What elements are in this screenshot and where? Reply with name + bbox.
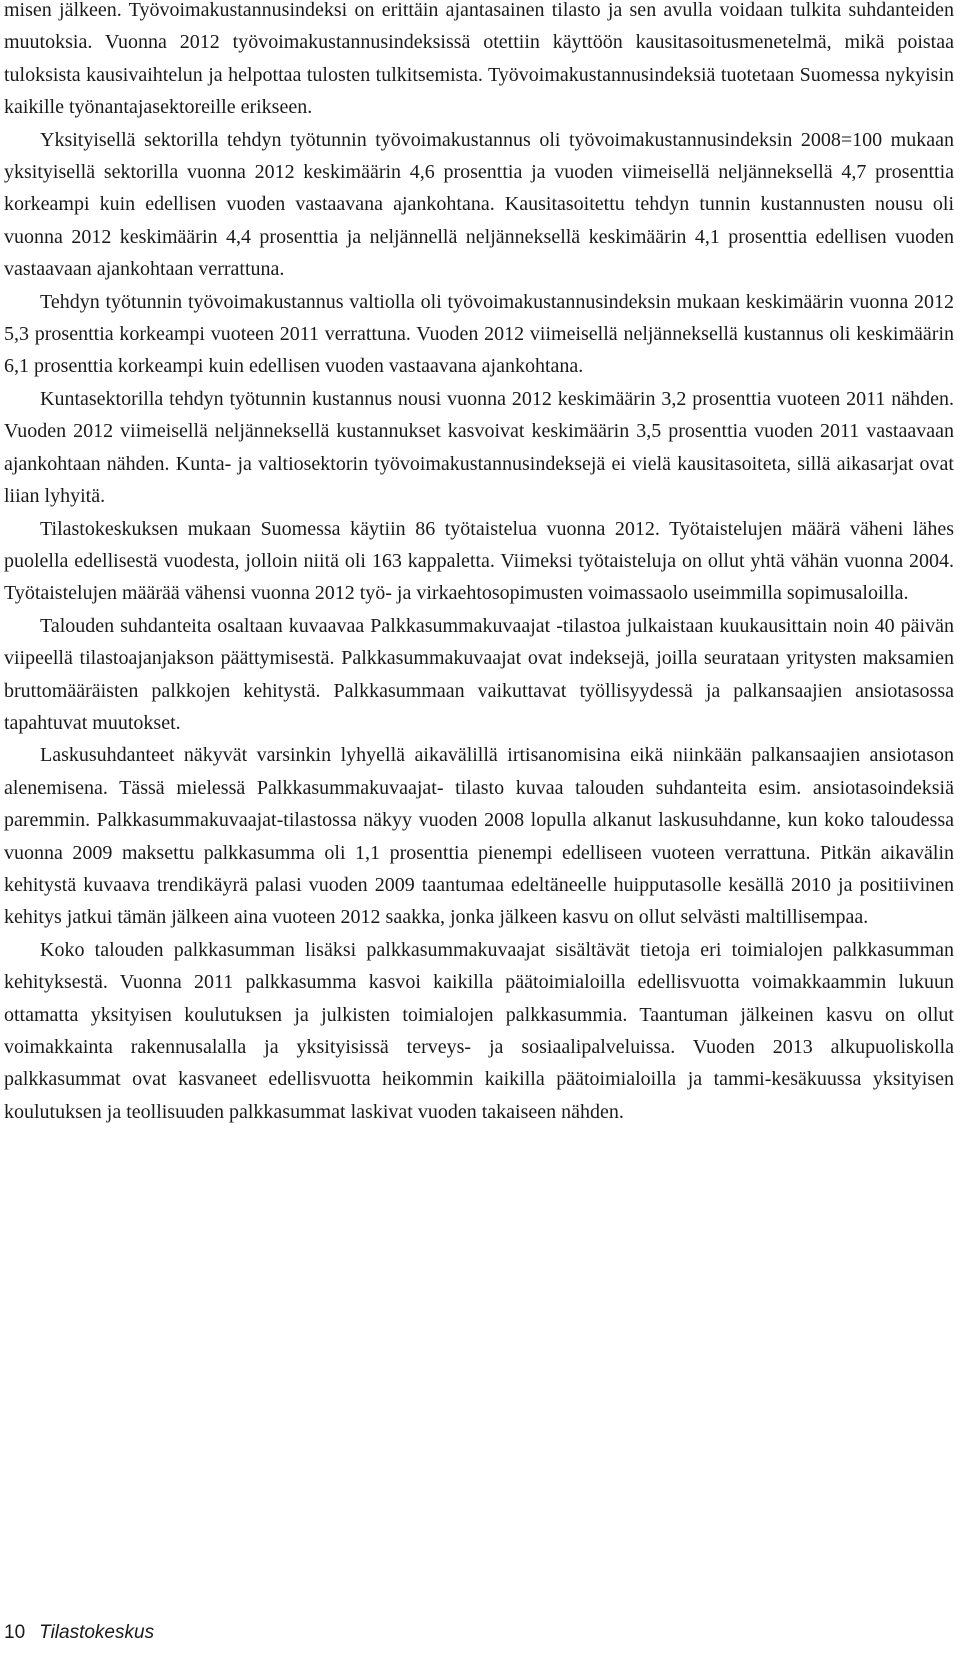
document-body [4, 0, 954, 1128]
paragraph-wage-sum-statistics: Talouden suhdanteita osaltaan kuvaavaa Palkkasummakuvaajat -tilastoa julkaistaan kuukausittain noin 40 päivän viipeellä tilastoajanjakson päättymisestä. Palkkasummakuvaajat ovat indeksejä, joilla seurataan yritysten maksamien bruttomääräisten palkkojen kehitystä. Palkkasummaan vaikuttavat työllisyydessä ja palkansaajien ansiotasossa tapahtuvat muutokset. [4, 614, 954, 734]
page-footer [4, 1622, 154, 1644]
paragraph-private-sector: Yksityisellä sektorilla tehdyn työtunnin työvoimakustannus oli työvoimakustannusindeksin 2008=100 mukaan yksityisellä sektorilla vuonna 2012 keskimäärin 4,6 prosenttia ja vuoden viimeisellä neljänneksellä 4,7 prosenttia korkeampi kuin edellisen vuoden vastaavana ajankohtana. Kausitasoitettu tehdyn tunnin kustannusten nousu oli vuonna 2012 keskimäärin 4,4 prosenttia ja neljännellä neljänneksellä keskimäärin 4,1 prosenttia edellisen vuoden vastaavaan ajankohtaan verrattuna. [4, 128, 954, 281]
paragraph-industry-wage-sums: Koko talouden palkkasumman lisäksi palkkasummakuvaajat sisältävät tietoja eri toimialojen palkkasumman kehityksestä. Vuonna 2011 palkkasumma kasvoi kaikilla päätoimialoilla edellisvuotta voimakkaammin lukuun ottamatta yksityisen koulutuksen ja julkisten toimialojen palkkasummia. Taantuman jälkeinen kasvu on ollut voimakkainta rakennusalalla ja yksityisissä terveys- ja sosiaalipalveluissa. Vuoden 2013 alkupuoliskolla palkkasummat ovat kasvaneet edellisvuotta heikommin kaikilla päätoimialoilla ja tammi-kesäkuussa yksityisen koulutuksen ja teollisuuden palkkasummat laskivat vuoden takaiseen nähden. [4, 938, 954, 1123]
page-number: 10 [4, 1622, 26, 1643]
paragraph-municipal-sector: Kuntasektorilla tehdyn työtunnin kustannus nousi vuonna 2012 keskimäärin 3,2 prosenttia vuoteen 2011 nähden. Vuoden 2012 viimeisellä neljänneksellä kustannukset kasvoivat keskimäärin 3,5 prosenttia vuoden 2011 vastaavaan ajankohtaan nähden. Kunta- ja valtiosektorin työvoimakustannusindeksejä ei vielä kausitasoiteta, sillä aikasarjat ovat liian lyhyitä. [4, 387, 954, 508]
paragraph-downturns: Laskusuhdanteet näkyvät varsinkin lyhyellä aikavälillä irtisanomisina eikä niinkään palkansaajien ansiotason alenemisena. Tässä mielessä Palkkasummakuvaajat- tilasto kuvaa talouden suhdanteita esim. ansiotasoindeksiä paremmin. Palkkasummakuvaajat-tilastossa näkyy vuoden 2008 lopulla alkanut laskusuhdanne, kun koko taloudessa vuonna 2009 maksettu palkkasumma oli 1,1 prosenttia pienempi edelliseen vuoteen verrattuna. Pitkän aikavälin kehitystä kuvaava trendikäyrä palasi vuoden 2009 taantumaa edeltäneelle huipputasolle kesällä 2010 ja positiivinen kehitys jatkui tämän jälkeen aina vuoteen 2012 saakka, jonka jälkeen kasvu on ollut selvästi maltillisempaa. [4, 744, 954, 929]
paragraph-industrial-action: Tilastokeskuksen mukaan Suomessa käytiin 86 työtaistelua vuonna 2012. Työtaistelujen määrä väheni lähes puolella edellisestä vuodesta, jolloin niitä oli 163 kappaletta. Viimeksi työtaisteluja on ollut yhtä vähän vuonna 2004. Työtaistelujen määrää vähensi vuonna 2012 työ- ja virkaehtosopimusten voimassaolo useimmilla sopimusaloilla. [4, 517, 954, 605]
paragraph-state-sector: Tehdyn työtunnin työvoimakustannus valtiolla oli työvoimakustannusindeksin mukaan keskimäärin vuonna 2012 5,3 prosenttia korkeampi vuoteen 2011 verrattuna. Vuoden 2012 viimeisellä neljänneksellä kustannus oli keskimäärin 6,1 prosenttia korkeampi kuin edellisen vuoden vastaavana ajankohtana. [4, 290, 954, 378]
publisher-name: Tilastokeskus [39, 1622, 155, 1643]
paragraph-continuation: misen jälkeen. Työvoimakustannusindeksi on erittäin ajantasainen tilasto ja sen avulla voidaan tulkita suhdanteiden muutoksia. Vuonna 2012 työvoimakustannusindeksissä otettiin käyttöön kausitasoitusmenetelmä, mikä poistaa tuloksista kausivaihtelun ja helpottaa tulosten tulkitsemista. Työvoimakustannusindeksiä tuotetaan Suomessa nykyisin kaikille työnantajasektoreille erikseen. [4, 0, 954, 119]
